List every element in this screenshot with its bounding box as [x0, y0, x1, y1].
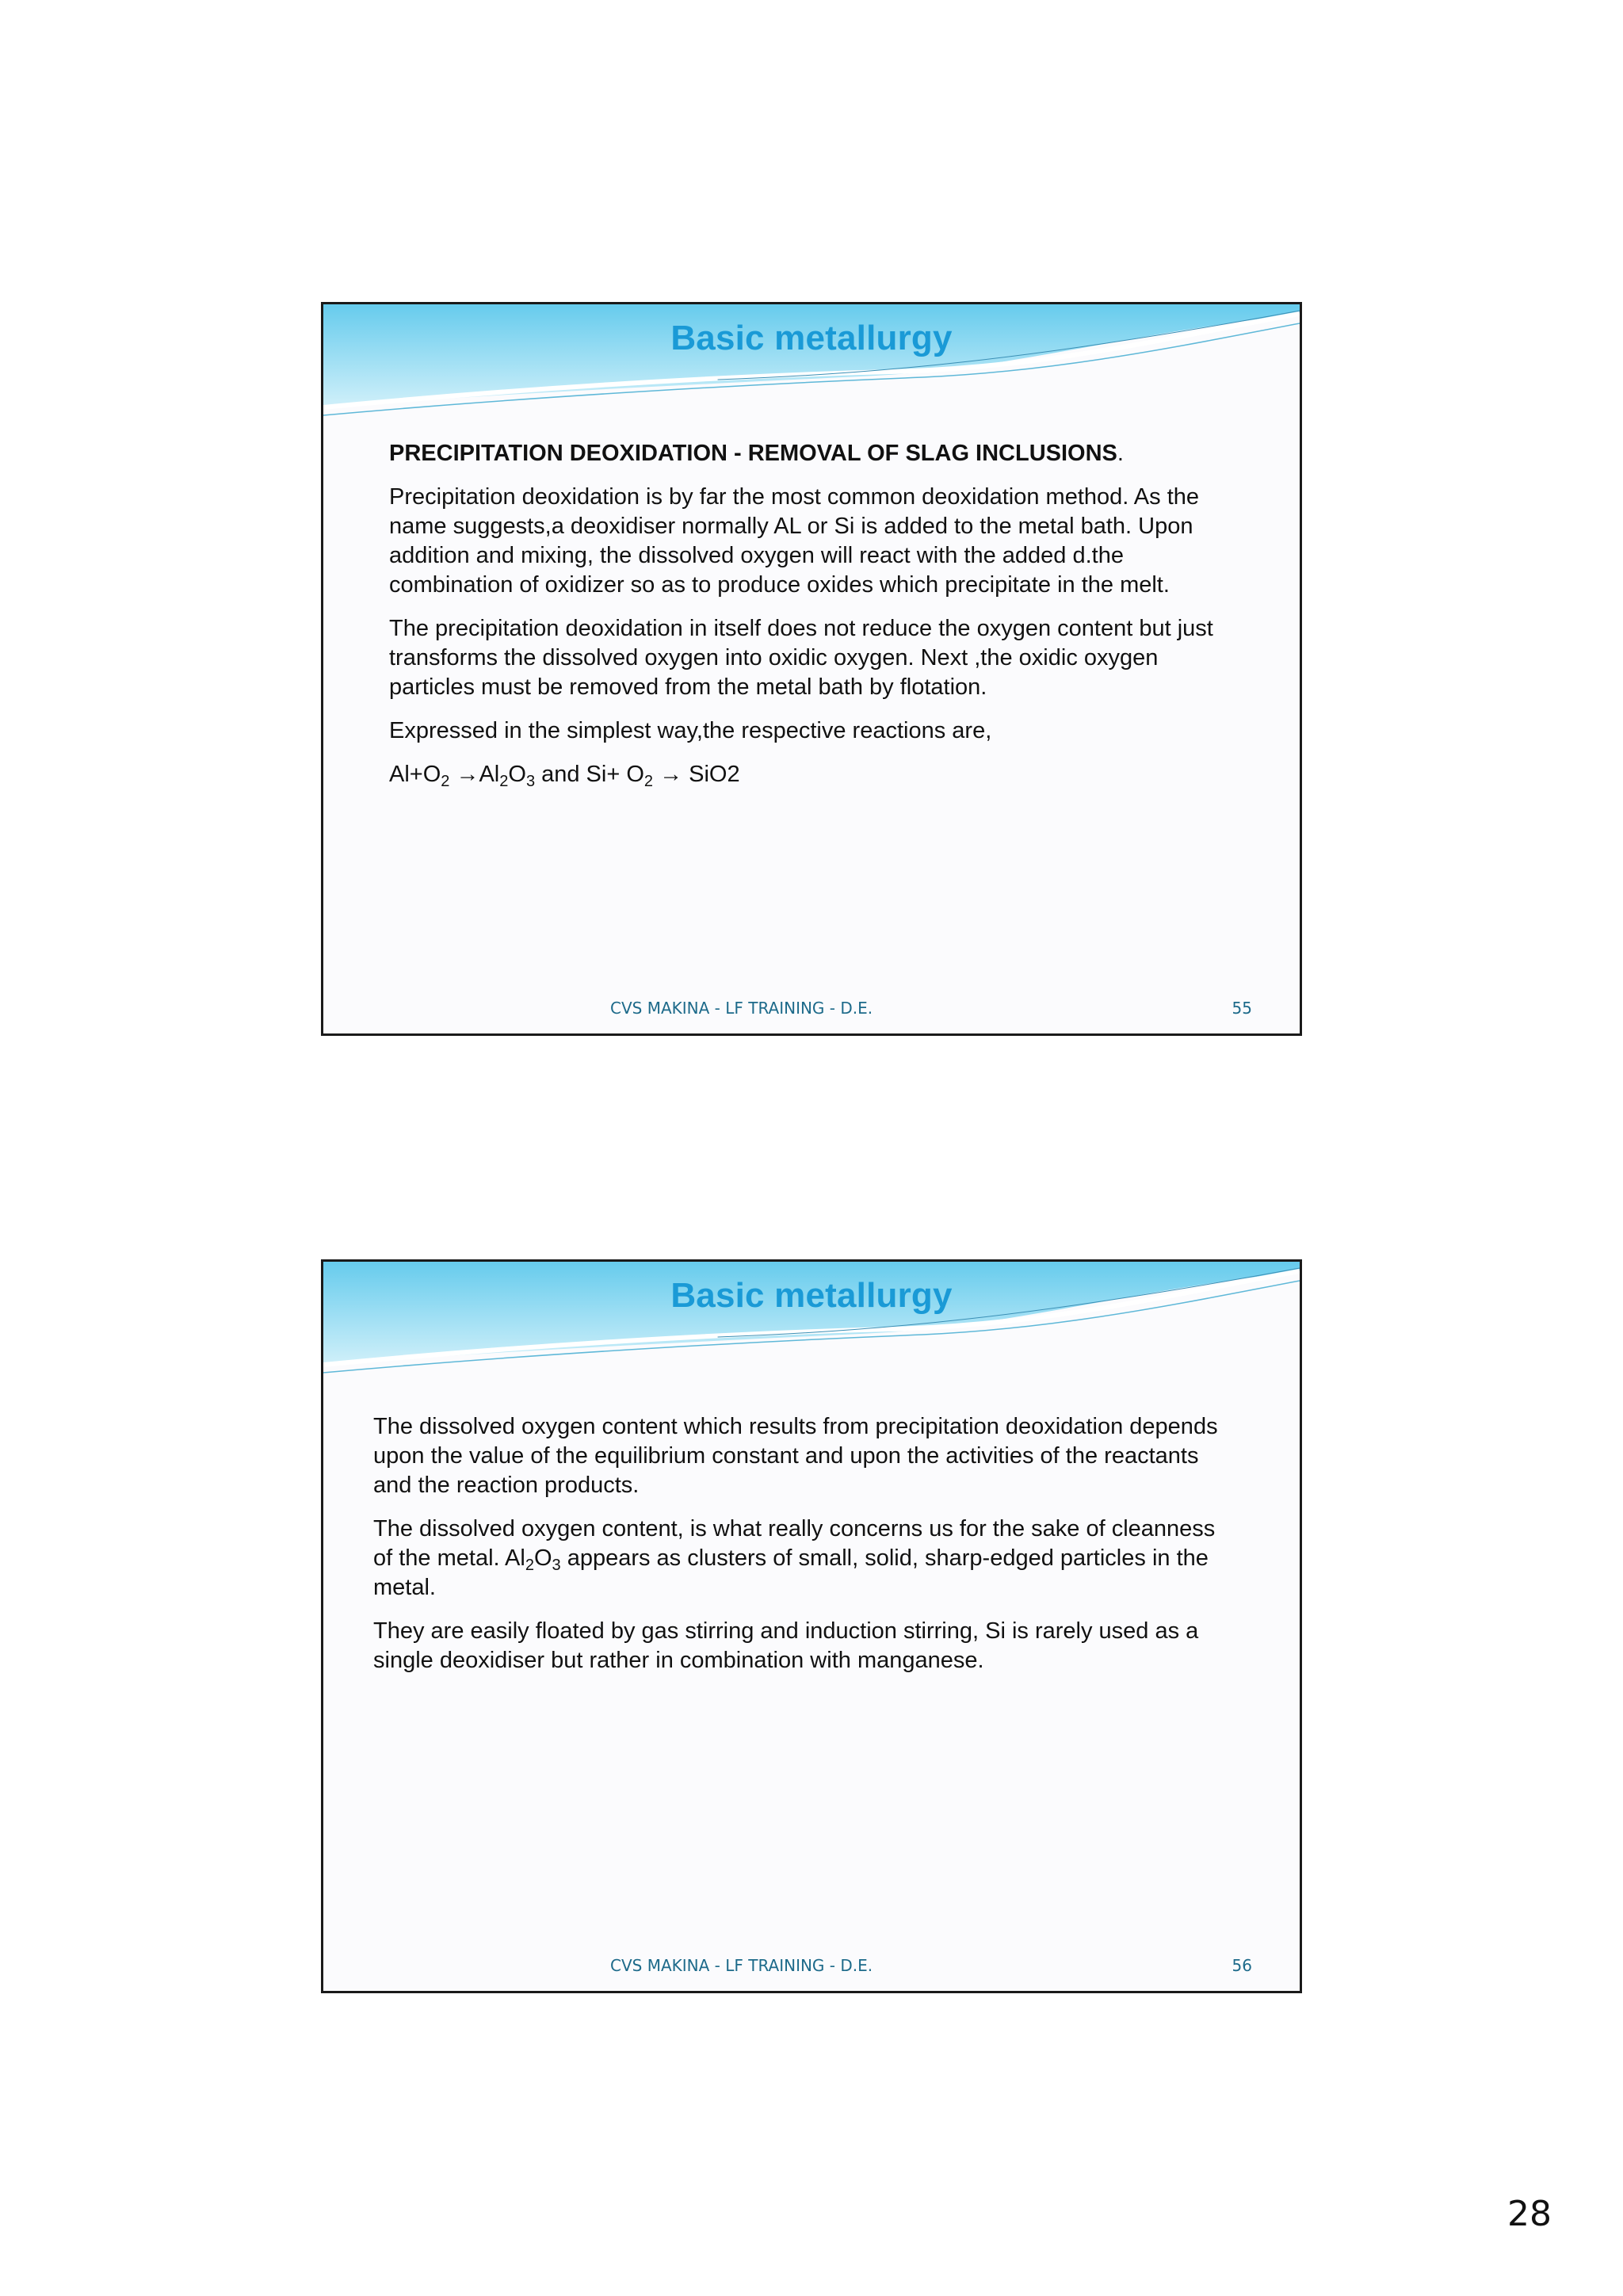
paragraph: The dissolved oxygen content which results from precipitation deoxidation depends upon the value of the equilibrium constant and upon the activities of the reactants and the reaction products. — [373, 1414, 1218, 1498]
slide-title: Basic metallurgy — [670, 319, 953, 357]
slide-body — [389, 439, 1229, 804]
section-heading: PRECIPITATION DEOXIDATION - REMOVAL OF SLAG INCLUSIONS. — [389, 441, 1124, 466]
footer-text: CVS MAKINA - LF TRAINING - D.E. — [610, 1956, 873, 1975]
paragraph: The dissolved oxygen content, is what really concerns us for the sake of cleanness of the metal. $Al_2O_3$ appears as clusters of small, solid, sharp-edged particles in the metal. — [373, 1516, 1216, 1600]
slide-56 — [321, 1259, 1302, 1993]
slide-55 — [321, 302, 1302, 1036]
reaction-equation: $Al+O_2 \to Al_2O_3$ and $Si+ O_2 \to SiO2$ — [389, 762, 740, 790]
slide-number: 56 — [1232, 1956, 1252, 1975]
slide-number: 55 — [1232, 999, 1252, 1018]
slide-title: Basic metallurgy — [670, 1276, 953, 1315]
paragraph: They are easily floated by gas stirring and induction stirring, Si is rarely used as a single deoxidiser but rather in combination with manganese. — [373, 1618, 1199, 1673]
footer-text: CVS MAKINA - LF TRAINING - D.E. — [610, 999, 873, 1018]
slide-body — [373, 1412, 1237, 1690]
page-number: 28 — [1507, 2194, 1552, 2234]
paragraph: Expressed in the simplest way,the respective reactions are, — [389, 718, 992, 743]
paragraph: Precipitation deoxidation is by far the most common deoxidation method. As the name suggests,a deoxidiser normally AL or Si is added to the metal bath. Upon addition and mixing, the dissolved oxygen will react with the added d.the combination of oxidizer so as to produce oxides which precipitate in the melt. — [389, 484, 1200, 598]
paragraph: The precipitation deoxidation in itself does not reduce the oxygen content but just transforms the dissolved oxygen into oxidic oxygen. Next ,the oxidic oxygen particles must be removed from the metal bath by flotation. — [389, 616, 1213, 700]
